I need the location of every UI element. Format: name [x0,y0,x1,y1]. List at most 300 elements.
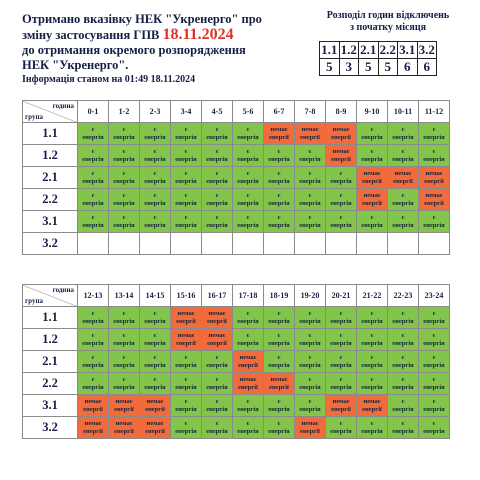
power-on-cell [264,211,295,233]
power-on-cell [78,351,109,373]
status-line-1: є [184,353,188,361]
empty-cell [202,233,233,255]
hour-label: година [52,286,74,294]
status-line-2: енергія [392,221,414,229]
status-line-1: немає [208,309,226,317]
power-off-cell [264,123,295,145]
status-line-2: енергія [392,405,414,413]
status-line-2: енергія [175,361,197,369]
status-line-2: енергія [268,177,290,185]
power-on-cell [140,211,171,233]
status-line-2: енергія [206,221,228,229]
status-line-2: енергія [82,133,104,141]
status-line-2: енергії [300,427,320,435]
status-line-1: є [339,353,343,361]
power-on-cell [295,351,326,373]
table-row [23,233,450,255]
status-line-2: енергія [144,155,166,163]
power-off-cell [419,167,450,189]
status-line-1: немає [115,397,133,405]
status-line-2: енергія [206,155,228,163]
power-off-cell [202,329,233,351]
status-line-2: енергія [423,317,445,325]
power-on-cell [202,351,233,373]
power-on-cell [78,373,109,395]
summary-group: 3.2 [418,42,435,57]
status-line-2: енергії [393,177,413,185]
group-cell: 1.1 [23,123,78,145]
empty-cell [78,233,109,255]
status-line-1: немає [363,397,381,405]
status-line-1: є [308,191,312,199]
hour-header: 0-1 [78,101,109,123]
status-line-2: енергії [83,427,103,435]
summary-group: 2.1 [360,42,377,57]
power-on-cell [140,307,171,329]
power-off-cell [326,145,357,167]
status-line-1: є [401,147,405,155]
status-line-2: енергія [330,339,352,347]
status-line-1: є [432,419,436,427]
status-line-1: є [401,419,405,427]
status-line-2: енергія [175,199,197,207]
status-line-2: енергія [144,133,166,141]
hour-header: 15-16 [171,285,202,307]
status-line-2: енергія [144,221,166,229]
status-line-2: енергія [330,177,352,185]
power-on-cell [109,307,140,329]
power-on-cell [171,145,202,167]
power-on-cell [109,145,140,167]
status-line-1: є [432,125,436,133]
status-line-2: енергії [269,383,289,391]
status-line-2: енергія [237,133,259,141]
power-on-cell [295,307,326,329]
group-cell: 1.2 [23,145,78,167]
hour-header: 20-21 [326,285,357,307]
status-line-2: енергії [331,155,351,163]
table-row [23,329,450,351]
status-line-1: немає [394,169,412,177]
power-on-cell [419,395,450,417]
empty-cell [264,233,295,255]
power-on-cell [171,351,202,373]
status-line-1: є [184,147,188,155]
status-line-2: енергія [299,221,321,229]
status-line-2: енергія [113,221,135,229]
power-on-cell [171,211,202,233]
status-line-1: є [122,331,126,339]
status-line-1: немає [177,309,195,317]
power-off-cell [171,307,202,329]
hour-header: 23-24 [419,285,450,307]
status-line-2: енергія [175,405,197,413]
power-on-cell [202,373,233,395]
power-on-cell [171,167,202,189]
status-line-2: енергія [113,361,135,369]
status-line-1: є [401,375,405,383]
power-on-cell [326,373,357,395]
status-line-1: є [246,309,250,317]
status-line-2: енергія [144,383,166,391]
status-line-2: енергії [269,133,289,141]
status-line-1: немає [146,419,164,427]
status-line-2: енергія [299,405,321,413]
power-off-cell [357,189,388,211]
status-line-2: енергія [392,383,414,391]
status-line-1: є [184,419,188,427]
status-line-1: є [401,397,405,405]
status-line-1: є [246,331,250,339]
status-line-1: є [153,353,157,361]
hour-header: 21-22 [357,285,388,307]
status-line-1: є [246,397,250,405]
group-cell: 1.2 [23,329,78,351]
status-line-1: є [339,191,343,199]
status-line-2: енергія [361,427,383,435]
status-line-1: є [308,213,312,221]
status-line-2: енергія [299,199,321,207]
power-on-cell [109,329,140,351]
status-line-2: енергії [145,405,165,413]
hour-header: 9-10 [357,101,388,123]
status-line-1: є [432,147,436,155]
status-line-2: енергія [237,155,259,163]
status-line-2: енергія [206,405,228,413]
hour-header: 7-8 [295,101,326,123]
power-on-cell [78,167,109,189]
status-line-2: енергія [175,383,197,391]
status-line-2: енергія [82,199,104,207]
status-line-2: енергія [392,427,414,435]
power-off-cell [326,123,357,145]
status-line-2: енергія [268,405,290,413]
hour-header: 8-9 [326,101,357,123]
hour-label: година [52,102,74,110]
status-line-2: енергія [330,427,352,435]
status-line-1: є [122,375,126,383]
status-line-2: енергії [362,405,382,413]
power-on-cell [264,307,295,329]
notice-line-2 [22,27,312,43]
group-cell: 2.2 [23,373,78,395]
status-line-2: енергія [423,133,445,141]
power-on-cell [264,395,295,417]
power-on-cell [140,373,171,395]
power-off-cell [357,167,388,189]
power-on-cell [388,123,419,145]
power-on-cell [171,417,202,439]
status-line-2: енергія [113,133,135,141]
power-on-cell [295,373,326,395]
status-line-1: є [277,353,281,361]
power-on-cell [326,329,357,351]
hour-header: 13-14 [109,285,140,307]
status-line-2: енергія [113,339,135,347]
info-timestamp: Інформація станом на 01:49 18.11.2024 [22,74,196,85]
status-line-2: енергія [268,155,290,163]
status-line-2: енергія [361,155,383,163]
status-line-2: енергія [423,339,445,347]
power-on-cell [78,145,109,167]
status-line-2: енергія [82,361,104,369]
status-line-1: немає [146,397,164,405]
status-line-2: енергія [237,339,259,347]
header-row [23,101,450,123]
power-on-cell [171,189,202,211]
power-on-cell [202,395,233,417]
schedule-table-afternoon [22,284,450,439]
status-line-2: енергія [237,405,259,413]
status-line-1: є [370,213,374,221]
power-on-cell [140,329,171,351]
table-row [23,395,450,417]
summary-group: 1.1 [321,42,338,57]
power-on-cell [202,167,233,189]
status-line-1: є [401,353,405,361]
status-line-2: енергія [423,155,445,163]
power-on-cell [419,307,450,329]
status-line-2: енергії [300,133,320,141]
power-on-cell [78,211,109,233]
status-line-1: є [277,397,281,405]
status-line-2: енергія [82,317,104,325]
power-off-cell [202,307,233,329]
power-on-cell [326,351,357,373]
power-on-cell [419,123,450,145]
status-line-1: є [184,125,188,133]
status-line-1: є [91,353,95,361]
hour-header: 10-11 [388,101,419,123]
table-row [23,123,450,145]
power-on-cell [326,167,357,189]
power-on-cell [140,167,171,189]
status-line-1: є [308,309,312,317]
status-line-2: енергія [82,339,104,347]
power-on-cell [419,373,450,395]
power-on-cell [419,351,450,373]
power-on-cell [78,307,109,329]
status-line-2: енергії [331,133,351,141]
table-row [23,145,450,167]
power-on-cell [326,417,357,439]
summary-hours: 5 [359,59,379,76]
power-on-cell [388,189,419,211]
power-on-cell [109,189,140,211]
hour-header: 2-3 [140,101,171,123]
status-line-2: енергія [144,199,166,207]
table-row [23,211,450,233]
status-line-1: є [122,213,126,221]
notice-line-3: до отримання окремого розпорядження [22,43,246,57]
power-off-cell [357,395,388,417]
power-on-cell [357,417,388,439]
status-line-1: є [153,375,157,383]
status-line-2: енергія [392,155,414,163]
outage-hours-summary [318,10,458,76]
power-off-cell [171,329,202,351]
status-line-2: енергія [330,317,352,325]
status-line-2: енергія [237,221,259,229]
status-line-1: є [432,353,436,361]
power-on-cell [264,329,295,351]
power-on-cell [419,329,450,351]
status-line-1: є [246,125,250,133]
summary-hours: 5 [378,59,398,76]
status-line-2: енергія [175,133,197,141]
status-line-1: є [277,191,281,199]
hour-header: 14-15 [140,285,171,307]
status-line-1: немає [208,331,226,339]
group-cell: 3.2 [23,233,78,255]
status-line-2: енергія [299,339,321,347]
status-line-2: енергія [330,199,352,207]
empty-cell [109,233,140,255]
status-line-1: є [308,147,312,155]
status-line-2: енергія [361,361,383,369]
power-on-cell [388,329,419,351]
status-line-2: енергії [176,317,196,325]
status-line-2: енергія [144,339,166,347]
power-on-cell [295,395,326,417]
power-on-cell [233,307,264,329]
power-on-cell [233,211,264,233]
group-cell: 1.1 [23,307,78,329]
empty-cell [233,233,264,255]
status-line-1: є [401,309,405,317]
status-line-2: енергії [83,405,103,413]
hour-header: 4-5 [202,101,233,123]
status-line-1: є [215,353,219,361]
power-on-cell [264,167,295,189]
status-line-2: енергія [175,155,197,163]
status-line-1: є [91,191,95,199]
status-line-2: енергія [237,427,259,435]
power-on-cell [78,329,109,351]
power-off-cell [109,417,140,439]
status-line-2: енергія [206,177,228,185]
status-line-1: є [370,353,374,361]
status-line-2: енергія [361,383,383,391]
power-on-cell [388,417,419,439]
power-on-cell [202,211,233,233]
status-line-1: є [153,331,157,339]
power-off-cell [388,167,419,189]
status-line-1: є [370,309,374,317]
power-off-cell [109,395,140,417]
power-on-cell [109,373,140,395]
status-line-1: немає [332,397,350,405]
power-on-cell [233,189,264,211]
status-line-1: є [91,309,95,317]
status-line-2: енергія [82,177,104,185]
hour-header: 16-17 [202,285,233,307]
status-line-2: енергія [175,221,197,229]
power-on-cell [233,145,264,167]
table-row [23,417,450,439]
status-line-1: є [432,309,436,317]
power-on-cell [109,211,140,233]
status-line-1: немає [84,397,102,405]
power-off-cell [295,123,326,145]
status-line-1: є [215,419,219,427]
power-on-cell [233,329,264,351]
status-line-1: немає [239,375,257,383]
status-line-1: є [184,169,188,177]
notice-line-4: НЕК "Укренерго". [22,58,129,72]
status-line-2: енергія [206,361,228,369]
power-off-cell [78,417,109,439]
power-off-cell [78,395,109,417]
hour-header: 19-20 [295,285,326,307]
status-line-1: є [246,147,250,155]
status-line-2: енергія [299,155,321,163]
power-on-cell [264,189,295,211]
status-line-1: є [91,331,95,339]
status-line-1: є [184,397,188,405]
power-on-cell [140,123,171,145]
status-line-1: є [184,375,188,383]
power-on-cell [388,211,419,233]
status-line-2: енергії [207,317,227,325]
status-line-1: є [246,169,250,177]
power-on-cell [233,167,264,189]
power-on-cell [388,373,419,395]
status-line-1: є [153,147,157,155]
power-on-cell [264,351,295,373]
status-line-2: енергія [423,361,445,369]
status-line-2: енергії [176,339,196,347]
status-line-1: немає [363,191,381,199]
power-on-cell [357,329,388,351]
status-line-1: є [122,125,126,133]
status-line-1: немає [425,169,443,177]
status-line-1: є [370,419,374,427]
schedule-table-morning [22,100,450,255]
empty-cell [295,233,326,255]
status-line-1: є [277,309,281,317]
corner-cell [23,285,78,307]
status-line-2: енергія [82,383,104,391]
power-off-cell [419,189,450,211]
summary-caption-1: Розподіл годин відключень [326,10,450,21]
status-line-1: є [91,125,95,133]
power-on-cell [295,211,326,233]
empty-cell [171,233,202,255]
hour-header: 5-6 [233,101,264,123]
status-line-1: є [122,147,126,155]
power-on-cell [171,123,202,145]
power-on-cell [202,189,233,211]
status-line-2: енергія [299,317,321,325]
status-line-1: є [401,125,405,133]
status-line-2: енергії [331,405,351,413]
notice-line-2-prefix: зміну застосування ГПВ [22,28,163,42]
status-line-1: є [432,331,436,339]
table-row [23,373,450,395]
power-off-cell [140,417,171,439]
status-line-1: є [277,169,281,177]
summary-caption-2: з початку місяця [349,22,427,33]
status-line-1: є [432,375,436,383]
empty-cell [140,233,171,255]
status-line-2: енергії [238,361,258,369]
status-line-1: є [91,375,95,383]
power-on-cell [78,123,109,145]
status-line-1: є [91,213,95,221]
status-line-1: є [339,309,343,317]
status-line-2: енергії [238,383,258,391]
